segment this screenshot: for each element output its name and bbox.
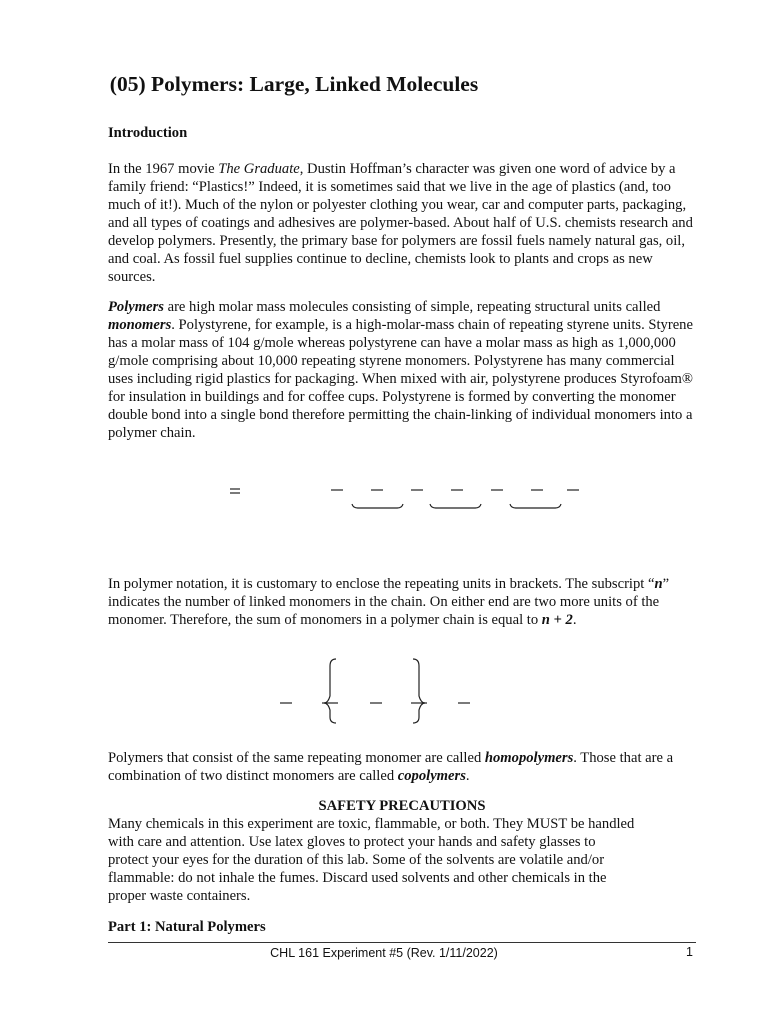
homopolymer-text-c: . bbox=[465, 768, 470, 784]
intro-p2-text-a: are high molar mass molecules consisting of simple, repeating structural units called bbox=[163, 299, 661, 315]
intro-p2-text-b: . Polystyrene, for example, is a high-molar-mass chain of repeating styrene units. Styrene has a molar mass of 104 g/mole whereas polystyrene can have a molar mass as high as 1,000,000 g/mole comprising about 10,000 repeating styrene monomers. Polystyrene has many commercial uses including rigid plastics for packaging. When mixed with air, polystyrene produces Styrofoam® for insulation in buildings and for coffee cups. Polystyrene is formed by converting the monomer double bond into a single bond therefore permitting the chain-linking of individual monomers into a polymer chain. bbox=[108, 317, 693, 441]
movie-title: The Graduate bbox=[218, 161, 300, 177]
intro-paragraph-2 bbox=[108, 298, 696, 442]
intro-p1-text-a: In the 1967 movie bbox=[108, 161, 219, 177]
left-bracket bbox=[324, 659, 336, 723]
safety-paragraph: Many chemicals in this experiment are toxic, flammable, or both. They MUST be handled with care and attention. Use latex gloves to protect your hands and safety glasses to protect your eyes for the duration of this lab. Some of the solvents are volatile and/or flammable: do not inhale the fumes. Discard used solvents and other chemicals in the proper waste containers. bbox=[108, 816, 635, 904]
styrene-polymerization-diagram bbox=[108, 476, 696, 516]
notation-text-c: . bbox=[572, 612, 577, 628]
intro-p1-text-b: , Dustin Hoffman’s character was given one word of advice by a family friend: “Plastics!” Indeed, it is sometimes said that we live in the age of plastics (and, too much of it!). Much of the nylon or polyester clothing you wear, car and computer parts, packaging, and all types of coatings and adhesives are polymer-based. About half of U.S. chemists research and develop polymers. Presently, the primary base for polymers are fossil fuels namely natural gas, oil, and coal. As fossil fuel supplies continue to decline, chemists look to plants and crops as new sources. bbox=[108, 161, 693, 285]
homopolymer-paragraph bbox=[108, 749, 696, 785]
term-copolymers: copolymers bbox=[397, 768, 466, 784]
right-bracket bbox=[413, 659, 425, 723]
term-polymers: Polymers bbox=[108, 299, 164, 315]
safety-heading: SAFETY PRECAUTIONS bbox=[318, 798, 486, 814]
polymer-notation-diagram bbox=[108, 654, 696, 726]
monomer-brace-3 bbox=[510, 504, 561, 508]
page-title: (05) Polymers: Large, Linked Molecules bbox=[109, 72, 479, 96]
page-number: 1 bbox=[686, 945, 693, 959]
monomer-brace-2 bbox=[430, 504, 481, 508]
term-homopolymers: homopolymers bbox=[484, 750, 574, 766]
term-monomers: monomers bbox=[108, 317, 172, 333]
footer-rule bbox=[108, 942, 696, 943]
notation-text-b: ” indicates the number of linked monomers in the chain. On either end are two more units of the monomer. Therefore, the sum of monomers in a polymer chain is equal to bbox=[108, 576, 670, 628]
homopolymer-text-a: Polymers that consist of the same repeating monomer are called bbox=[108, 750, 485, 766]
introduction-heading: Introduction bbox=[108, 125, 188, 141]
part1-heading: Part 1: Natural Polymers bbox=[108, 919, 266, 935]
monomer-brace-1 bbox=[352, 504, 403, 508]
subscript-n: n bbox=[654, 576, 663, 592]
footer-text: CHL 161 Experiment #5 (Rev. 1/11/2022) bbox=[270, 946, 498, 960]
n-plus-2: n + 2 bbox=[541, 612, 573, 628]
notation-text-a: In polymer notation, it is customary to enclose the repeating units in brackets. The subscript “ bbox=[108, 576, 655, 592]
notation-paragraph bbox=[108, 575, 696, 629]
homopolymer-text-b: . Those that are a combination of two distinct monomers are called bbox=[108, 750, 674, 784]
intro-paragraph-1 bbox=[108, 160, 696, 286]
